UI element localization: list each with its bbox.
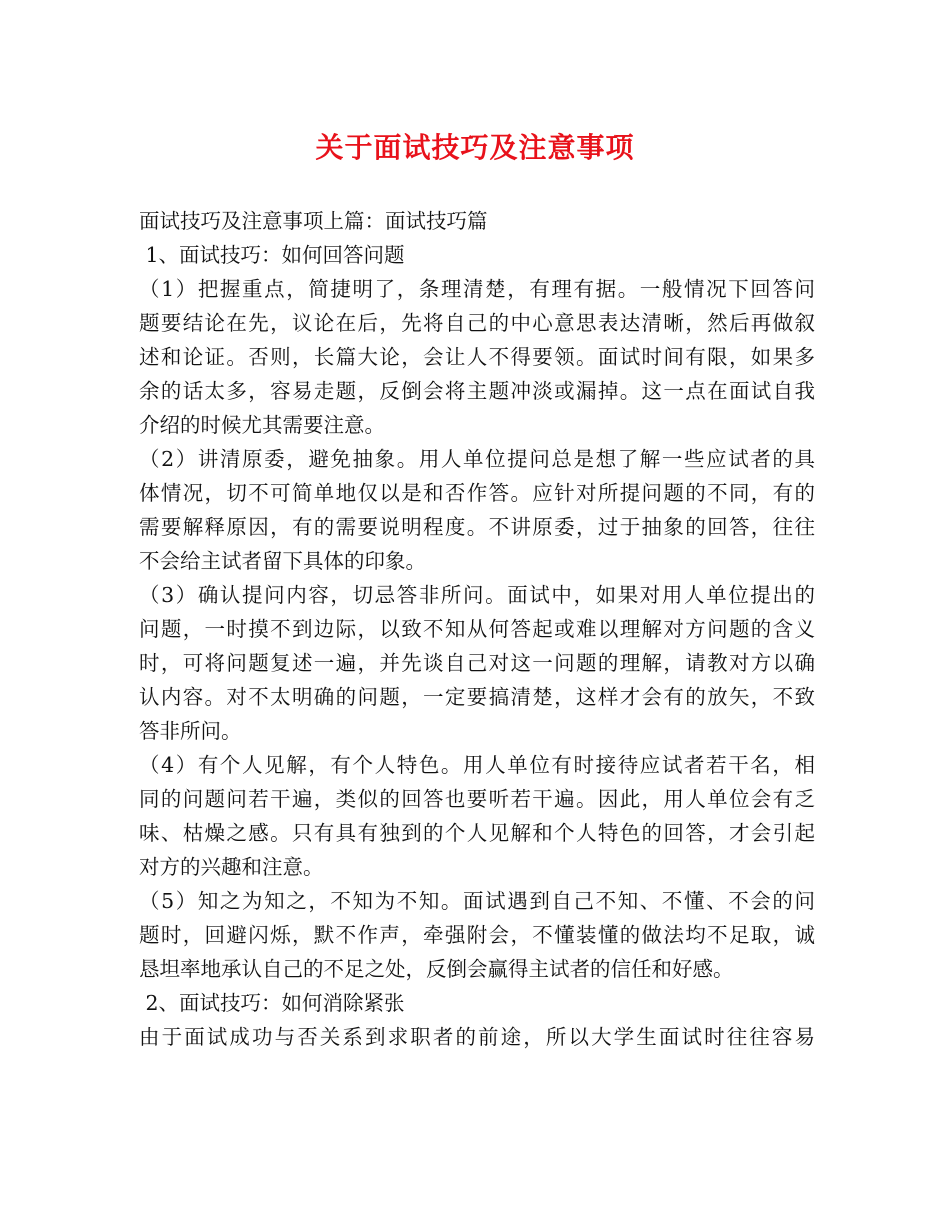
text-line: 余的话太多，容易走题，反倒会将主题冲淡或漏掉。这一点在面试自我	[139, 379, 815, 403]
text-line: 面试技巧及注意事项上篇：面试技巧篇	[139, 209, 488, 233]
text-line: 2、面试技巧：如何消除紧张	[139, 991, 405, 1015]
text-line: 题时，回避闪烁，默不作声，牵强附会，不懂装懂的做法均不足取，诚	[139, 923, 815, 947]
text-line: 认内容。对不太明确的问题，一定要搞清楚，这样才会有的放矢，不致	[139, 685, 815, 709]
text-line: 味、枯燥之感。只有具有独到的个人见解和个人特色的回答，才会引起	[139, 821, 815, 845]
text-line: 需要解释原因，有的需要说明程度。不讲原委，过于抽象的回答，往往	[139, 515, 815, 539]
text-line: 时，可将问题复述一遍，并先谈自己对这一问题的理解，请教对方以确	[139, 651, 815, 675]
text-line: 问题，一时摸不到边际，以致不知从何答起或难以理解对方问题的含义	[139, 617, 815, 641]
text-line: 1、面试技巧：如何回答问题	[139, 243, 405, 267]
text-line: 由于面试成功与否关系到求职者的前途，所以大学生面试时往往容易	[139, 1025, 815, 1049]
text-line: 恳坦率地承认自己的不足之处，反倒会赢得主试者的信任和好感。	[139, 957, 734, 981]
text-line: （5）知之为知之，不知为不知。面试遇到自己不知、不懂、不会的问	[139, 889, 815, 913]
text-line: 题要结论在先，议论在后，先将自己的中心意思表达清晰，然后再做叙	[139, 311, 815, 335]
text-line: 不会给主试者留下具体的印象。	[139, 549, 426, 573]
text-line: 述和论证。否则，长篇大论，会让人不得要领。面试时间有限，如果多	[139, 345, 815, 369]
text-line: 对方的兴趣和注意。	[139, 855, 324, 879]
text-line: （3）确认提问内容，切忌答非所问。面试中，如果对用人单位提出的	[139, 583, 815, 607]
text-line: 体情况，切不可简单地仅以是和否作答。应针对所提问题的不同，有的	[139, 481, 815, 505]
text-line: （4）有个人见解，有个人特色。用人单位有时接待应试者若干名，相	[139, 753, 815, 777]
text-line: 同的问题问若干遍，类似的回答也要听若干遍。因此，用人单位会有乏	[139, 787, 815, 811]
text-line: （1）把握重点，简捷明了，条理清楚，有理有据。一般情况下回答问	[139, 277, 815, 301]
document-body	[139, 204, 815, 1054]
document-title: 关于面试技巧及注意事项	[315, 131, 635, 164]
text-line: 介绍的时候尤其需要注意。	[139, 413, 385, 437]
text-line: （2）讲清原委，避免抽象。用人单位提问总是想了解一些应试者的具	[139, 447, 815, 471]
text-line: 答非所问。	[139, 719, 242, 743]
